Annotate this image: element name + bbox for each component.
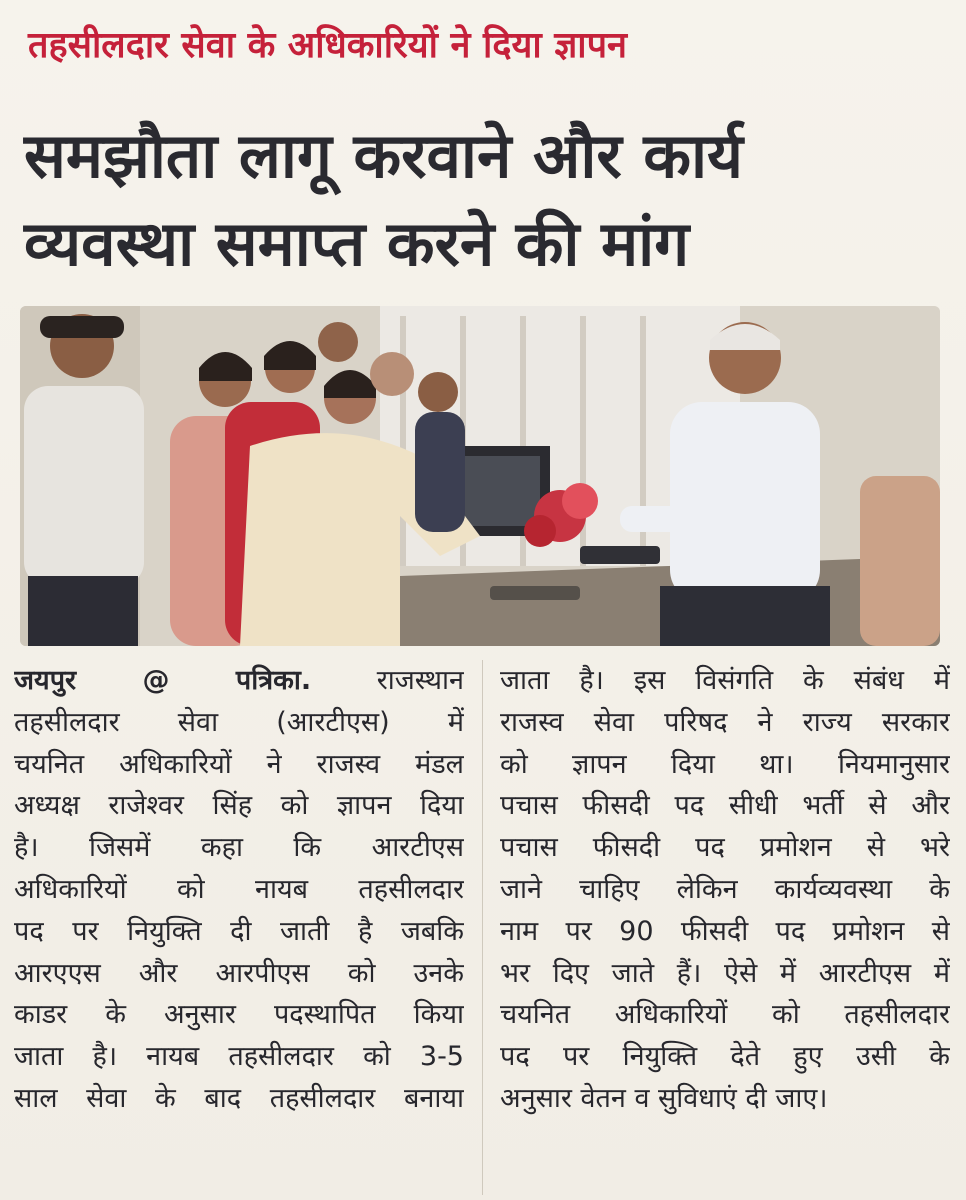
column-right-line-5: पचास फीसदी पद प्रमोशन से भरे <box>500 832 950 864</box>
article-column-right <box>500 660 950 1195</box>
column-right-line-3: को ज्ञापन दिया था। नियमानुसार <box>500 748 950 780</box>
column-right-line-7: नाम पर 90 फीसदी पद प्रमोशन से <box>500 915 950 947</box>
article-dateline: जयपुर @ पत्रिका. <box>14 665 312 696</box>
column-left-line-3: चयनित अधिकारियों ने राजस्व मंडल <box>14 748 464 780</box>
column-right-line-6: जाने चाहिए लेकिन कार्यव्यवस्था के <box>500 873 950 905</box>
column-right-line-2: राजस्व सेवा परिषद ने राज्य सरकार <box>500 706 950 738</box>
column-left-line-8: आरएएस और आरपीएस को उनके <box>14 957 464 989</box>
article-kicker: तहसीलदार सेवा के अधिकारियों ने दिया ज्ञापन <box>28 25 628 66</box>
photo-illustration <box>20 306 940 646</box>
headline-line-2: व्यवस्था समाप्त करने की मांग <box>24 207 690 280</box>
headline-line-1: समझौता लागू करवाने और कार्य <box>24 119 743 192</box>
article-body <box>14 660 950 1195</box>
column-right-line-4: पचास फीसदी पद सीधी भर्ती से और <box>500 790 950 822</box>
column-left-line-1-text: राजस्थान <box>311 665 464 696</box>
column-divider <box>482 660 483 1195</box>
column-left-line-9: काडर के अनुसार पदस्थापित किया <box>14 999 464 1031</box>
column-left-line-4: अध्यक्ष राजेश्वर सिंह को ज्ञापन दिया <box>14 790 464 822</box>
column-right-line-10: पद पर नियुक्ति देते हुए उसी के <box>500 1041 950 1073</box>
column-right-line-11: अनुसार वेतन व सुविधाएं दी जाए। <box>500 1082 828 1114</box>
article-photo <box>20 306 940 646</box>
column-left-line-7: पद पर नियुक्ति दी जाती है जबकि <box>14 915 464 947</box>
column-right-line-1: जाता है। इस विसंगति के संबंध में <box>500 665 950 696</box>
column-left-line-6: अधिकारियों को नायब तहसीलदार <box>14 873 464 905</box>
article-column-left <box>14 660 464 1195</box>
column-right-line-8: भर दिए जाते हैं। ऐसे में आरटीएस में <box>500 957 950 989</box>
article-headline <box>24 112 944 288</box>
column-left-line-1 <box>14 660 464 702</box>
column-left-line-10: जाता है। नायब तहसीलदार को 3-5 <box>14 1041 464 1073</box>
column-left-line-2: तहसीलदार सेवा (आरटीएस) में <box>14 706 464 738</box>
column-left-line-11: साल सेवा के बाद तहसीलदार बनाया <box>14 1082 464 1114</box>
column-right-line-9: चयनित अधिकारियों को तहसीलदार <box>500 999 950 1031</box>
column-left-line-5: है। जिसमें कहा कि आरटीएस <box>14 832 464 864</box>
